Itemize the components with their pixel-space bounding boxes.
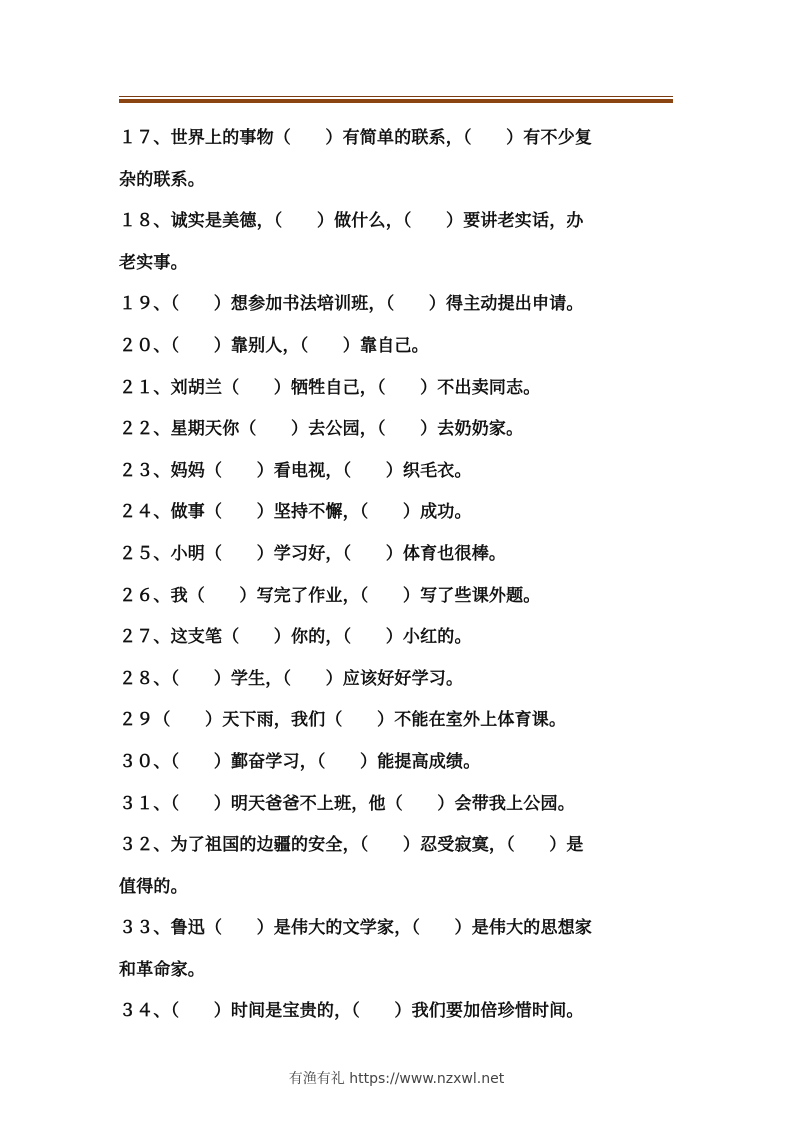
- header-rule: [119, 96, 673, 103]
- exercise-line: ３３、鲁迅（ ）是伟大的文学家，（ ）是伟大的思想家: [119, 918, 593, 939]
- exercise-line: ２４、做事（ ）坚持不懈，（ ）成功。: [119, 502, 472, 523]
- exercise-line: １８、诚实是美德，（ ）做什么，（ ）要讲老实话，办: [119, 211, 584, 232]
- exercise-line: 值得的。: [119, 876, 188, 897]
- exercise-line: ２７、这支笔（ ）你的，（ ）小红的。: [119, 627, 472, 648]
- header-rule-thick: [119, 99, 673, 103]
- exercise-line: １７、世界上的事物（ ）有简单的联系，（ ）有不少复: [119, 128, 593, 148]
- exercise-list: [119, 118, 679, 1033]
- exercise-line: 老实事。: [119, 252, 188, 273]
- exercise-line: ２０、（ ）靠别人，（ ）靠自己。: [119, 335, 429, 356]
- exercise-line: ２２、星期天你（ ）去公园，（ ）去奶奶家。: [119, 419, 524, 440]
- exercise-line: ３２、为了祖国的边疆的安全，（ ）忍受寂寞，（ ）是: [119, 835, 584, 856]
- exercise-line: ２５、小明（ ）学习好，（ ）体育也很棒。: [119, 543, 507, 564]
- exercise-line: １９、（ ）想参加书法培训班，（ ）得主动提出申请。: [119, 294, 584, 315]
- exercise-line: ３０、（ ）鄞奋学习，（ ）能提高成绩。: [119, 751, 481, 772]
- exercise-line: ２９（ ）天下雨，我们（ ）不能在室外上体育课。: [119, 710, 567, 731]
- header-rule-thin: [119, 96, 673, 97]
- exercise-line: ３１、（ ）明天爸爸不上班，他（ ）会带我上公园。: [119, 793, 575, 814]
- exercise-line: 杂的联系。: [119, 169, 205, 190]
- exercise-line: 和革命家。: [119, 959, 205, 980]
- exercise-line: ２１、刘胡兰（ ）牺牲自己，（ ）不出卖同志。: [119, 377, 541, 398]
- exercise-line: ２３、妈妈（ ）看电视，（ ）织毛衣。: [119, 460, 472, 481]
- exercise-line: ２６、我（ ）写完了作业，（ ）写了些课外题。: [119, 585, 541, 606]
- footer-watermark: 有渔有礼 https://www.nzxwl.net: [288, 1071, 505, 1087]
- exercise-line: ２８、（ ）学生，（ ）应该好好学习。: [119, 668, 464, 689]
- exercise-line: ３４、（ ）时间是宝贵的，（ ）我们要加倍珍惜时间。: [119, 1001, 584, 1022]
